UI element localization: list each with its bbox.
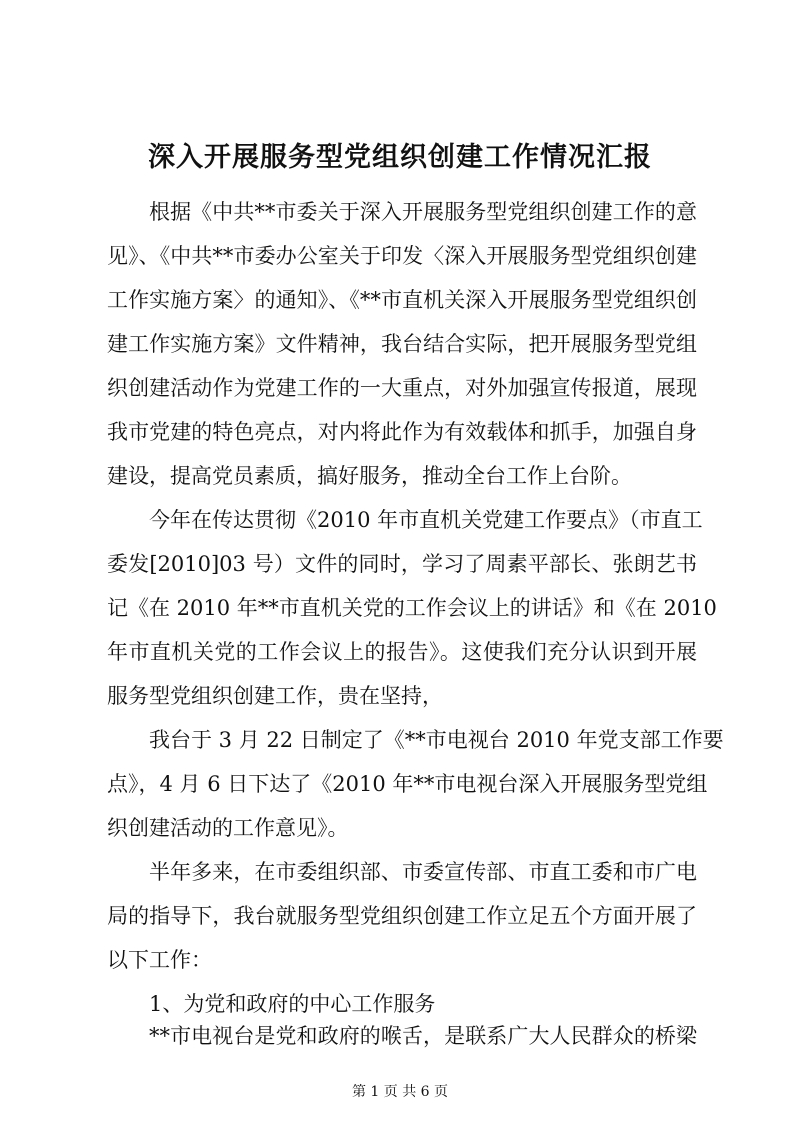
paragraph-2-line-2: 委发[2010]03 号）文件的同时，学习了周素平部长、张朗艺书 [107,552,697,576]
page-number-footer: 第 1 页 共 6 页 [351,1084,449,1100]
paragraph-3-line-2: 点》，4 月 6 日下达了《2010 年**市电视台深入开展服务型党组 [107,772,708,796]
section-heading-1: 1、为党和政府的中心工作服务 [149,992,436,1016]
paragraph-6-line-1: **市电视台是党和政府的喉舌，是联系广大人民群众的桥梁 [149,1024,697,1048]
paragraph-1-line-2: 见》、《中共**市委办公室关于印发〈深入开展服务型党组织创建 [107,244,697,268]
paragraph-4-line-2: 局的指导下，我台就服务型党组织创建工作立足五个方面开展了 [107,904,697,928]
paragraph-1-line-1: 根据《中共**市委关于深入开展服务型党组织创建工作的意 [149,200,697,224]
paragraph-4-line-1: 半年多来，在市委组织部、市委宣传部、市直工委和市广电 [149,860,697,884]
paragraph-1-line-6: 我市党建的特色亮点，对内将此作为有效载体和抓手，加强自身 [107,420,697,444]
paragraph-2-line-1: 今年在传达贯彻《2010 年市直机关党建工作要点》（市直工 [149,508,703,532]
paragraph-1-line-5: 织创建活动作为党建工作的一大重点，对外加强宣传报道，展现 [107,376,697,400]
document-title: 深入开展服务型党组织创建工作情况汇报 [148,142,652,173]
paragraph-2-line-4: 年市直机关党的工作会议上的报告》。这使我们充分认识到开展 [107,640,697,664]
paragraph-1-line-3: 工作实施方案〉的通知》、《**市直机关深入开展服务型党组织创 [107,288,697,312]
paragraph-4-line-3: 以下工作： [107,948,212,972]
paragraph-1-line-4: 建工作实施方案》文件精神，我台结合实际，把开展服务型党组 [107,332,697,356]
paragraph-3-line-3: 织创建活动的工作意见》。 [107,816,349,840]
paragraph-2-line-5: 服务型党组织创建工作，贵在坚持， [107,684,443,708]
paragraph-2-line-3: 记《在 2010 年**市直机关党的工作会议上的讲话》和《在 2010 [107,596,717,620]
paragraph-1-line-7: 建设，提高党员素质，搞好服务，推动全台工作上台阶。 [107,464,632,488]
paragraph-3-line-1: 我台于 3 月 22 日制定了《**市电视台 2010 年党支部工作要 [149,728,724,752]
